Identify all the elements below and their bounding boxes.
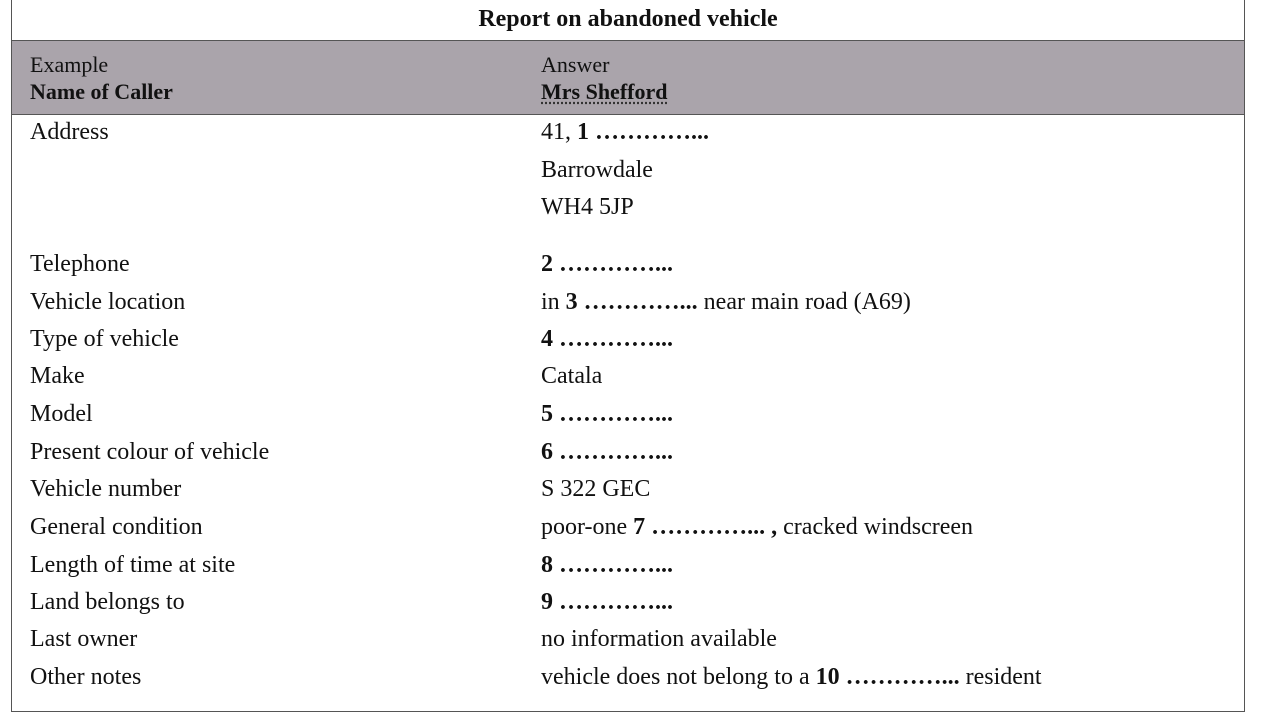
header-answer-caption: Answer <box>541 52 610 77</box>
header-answer-column <box>541 51 667 105</box>
answer-blank[interactable]: …………... , <box>645 514 778 540</box>
answer-blank[interactable]: …………... <box>839 664 960 690</box>
question-number: 3 <box>565 289 578 315</box>
answer-blank[interactable]: …………... <box>553 401 673 427</box>
value-text: in <box>541 289 566 315</box>
question-number: 10 <box>815 664 840 690</box>
header-example-column <box>30 51 173 105</box>
question-number: 5 <box>541 401 553 427</box>
table-row <box>12 284 1244 320</box>
value-text: no information available <box>541 626 777 652</box>
row-value <box>541 396 673 432</box>
row-label: Land belongs to <box>30 589 185 615</box>
form-title: Report on abandoned vehicle <box>478 6 778 32</box>
answer-blank[interactable]: …………... <box>589 119 709 145</box>
table-row <box>12 396 1244 432</box>
value-text: S 322 GEC <box>541 476 651 502</box>
value-text: resident <box>959 664 1042 690</box>
row-label: Vehicle number <box>30 476 182 502</box>
row-value <box>541 246 673 282</box>
value-text: near main road (A69) <box>697 289 911 315</box>
row-value <box>541 509 973 545</box>
question-number: 4 <box>541 326 553 352</box>
answer-blank[interactable]: …………... <box>553 589 673 615</box>
row-value <box>541 659 1042 695</box>
answer-blank[interactable]: …………... <box>553 552 673 578</box>
header-example-field: Name of Caller <box>30 79 173 104</box>
address-line-3-row <box>12 189 1244 225</box>
row-label: General condition <box>30 514 203 540</box>
table-row <box>12 471 1244 507</box>
row-value <box>541 621 777 657</box>
row-label: Make <box>30 363 85 389</box>
question-number: 1 <box>577 119 589 145</box>
value-text: 41, <box>541 119 577 145</box>
table-row <box>12 358 1244 394</box>
row-label: Other notes <box>30 664 142 690</box>
table-row <box>12 621 1244 657</box>
value-text: Catala <box>541 363 603 389</box>
table-row <box>12 659 1244 695</box>
row-value <box>541 547 673 583</box>
question-number: 7 <box>633 514 646 540</box>
table-row <box>12 321 1244 357</box>
value-text: cracked windscreen <box>777 514 974 540</box>
abandoned-vehicle-form <box>11 0 1245 712</box>
row-value <box>541 284 911 320</box>
answer-blank[interactable]: …………... <box>553 251 673 277</box>
table-row <box>12 434 1244 470</box>
table-row <box>12 584 1244 620</box>
row-label: Model <box>30 401 93 427</box>
row-label: Telephone <box>30 251 130 277</box>
address-row <box>12 114 1244 150</box>
row-label: Last owner <box>30 626 138 652</box>
row-value: Barrowdale <box>541 157 653 183</box>
question-number: 2 <box>541 251 553 277</box>
question-number: 8 <box>541 552 553 578</box>
row-value <box>541 321 673 357</box>
value-text: poor-one <box>541 514 634 540</box>
question-number: 6 <box>541 439 553 465</box>
table-row <box>12 547 1244 583</box>
header-answer-value: Mrs Shefford <box>541 79 668 104</box>
row-value <box>541 434 673 470</box>
row-value: WH4 5JP <box>541 194 634 220</box>
answer-blank[interactable]: …………... <box>553 326 673 352</box>
row-label: Type of vehicle <box>30 326 179 352</box>
value-text: vehicle does not belong to a <box>541 664 816 690</box>
table-row <box>12 509 1244 545</box>
row-label: Length of time at site <box>30 552 236 578</box>
row-value <box>541 114 709 150</box>
row-label: Address <box>30 119 109 145</box>
row-label: Vehicle location <box>30 289 186 315</box>
row-label: Present colour of vehicle <box>30 439 270 465</box>
table-row <box>12 246 1244 282</box>
header-example-caption: Example <box>30 52 109 77</box>
row-value <box>541 358 602 394</box>
answer-blank[interactable]: …………... <box>553 439 673 465</box>
row-value <box>541 584 673 620</box>
address-line-2-row <box>12 152 1244 188</box>
question-number: 9 <box>541 589 553 615</box>
table-header <box>12 40 1244 115</box>
answer-blank[interactable]: …………... <box>577 289 698 315</box>
row-value <box>541 471 650 507</box>
